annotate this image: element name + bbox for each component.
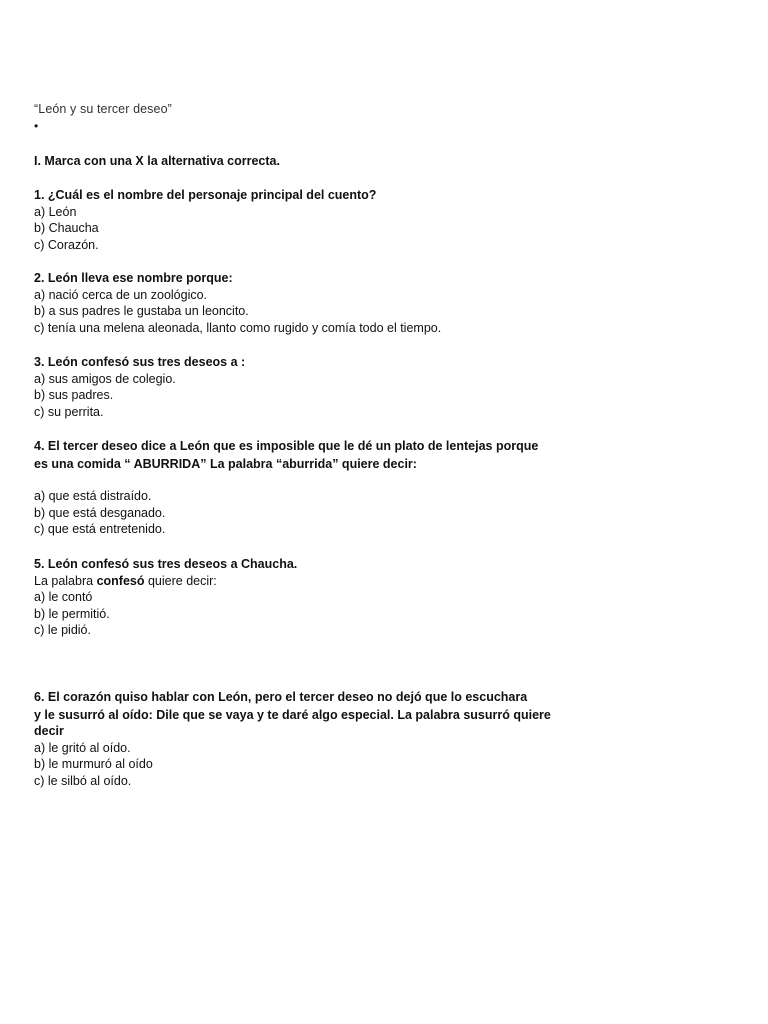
question-6-text-line-2: y le susurró al oído: Dile que se vaya y te daré algo especial. La palabra susurró quiere [34, 707, 551, 722]
option-b: b) Chaucha [34, 221, 99, 235]
question-6-text-line-1: 6. El corazón quiso hablar con León, pero el tercer deseo no dejó que lo escuchara [34, 690, 528, 704]
option-c: c) tenía una melena aleonada, llanto como rugido y comía todo el tiempo. [34, 320, 442, 335]
instruction: I. Marca con una X la alternativa correcta. [34, 154, 280, 168]
subtext-prefix: La palabra [34, 573, 97, 588]
option-a: a) nació cerca de un zoológico. [34, 287, 208, 302]
question-2 [34, 270, 441, 336]
question-1-text: 1. ¿Cuál es el nombre del personaje principal del cuento? [34, 188, 377, 202]
option-a: a) le contó [34, 590, 93, 604]
option-a: a) le gritó al oído. [34, 740, 131, 755]
option-b: b) a sus padres le gustaba un leoncito. [34, 304, 249, 318]
question-3 [34, 354, 245, 420]
option-c: c) Corazón. [34, 237, 99, 252]
question-2-text: 2. León lleva ese nombre porque: [34, 271, 233, 285]
option-a: a) sus amigos de colegio. [34, 371, 176, 386]
question-4 [34, 438, 538, 538]
option-b: b) que está desganado. [34, 505, 166, 520]
bullet-point: • [34, 119, 39, 133]
question-1 [34, 187, 376, 253]
option-a: a) que está distraído. [34, 489, 152, 503]
option-c: c) su perrita. [34, 404, 104, 419]
question-6 [34, 689, 551, 789]
option-c: c) le pidió. [34, 623, 91, 637]
option-b: b) le permitió. [34, 606, 110, 621]
subtext-keyword: confesó [96, 573, 145, 588]
question-4-text-line-2: es una comida “ ABURRIDA” La palabra “aburrida” quiere decir: [34, 456, 417, 471]
option-c: c) le silbó al oído. [34, 773, 132, 788]
question-5-subtext [34, 573, 297, 590]
question-4-text-line-1: 4. El tercer deseo dice a León que es imposible que le dé un plato de lentejas porque [34, 439, 539, 453]
question-3-text: 3. León confesó sus tres deseos a : [34, 355, 246, 369]
document-title: “León y su tercer deseo” [34, 102, 172, 116]
subtext-suffix: quiere decir: [144, 573, 217, 588]
option-c: c) que está entretenido. [34, 522, 166, 536]
question-5 [34, 556, 297, 639]
option-b: b) sus padres. [34, 388, 114, 402]
option-a: a) León [34, 204, 77, 219]
question-5-text: 5. León confesó sus tres deseos a Chaucha. [34, 557, 298, 571]
question-6-text-line-3: decir [34, 724, 64, 738]
option-b: b) le murmuró al oído [34, 757, 153, 771]
